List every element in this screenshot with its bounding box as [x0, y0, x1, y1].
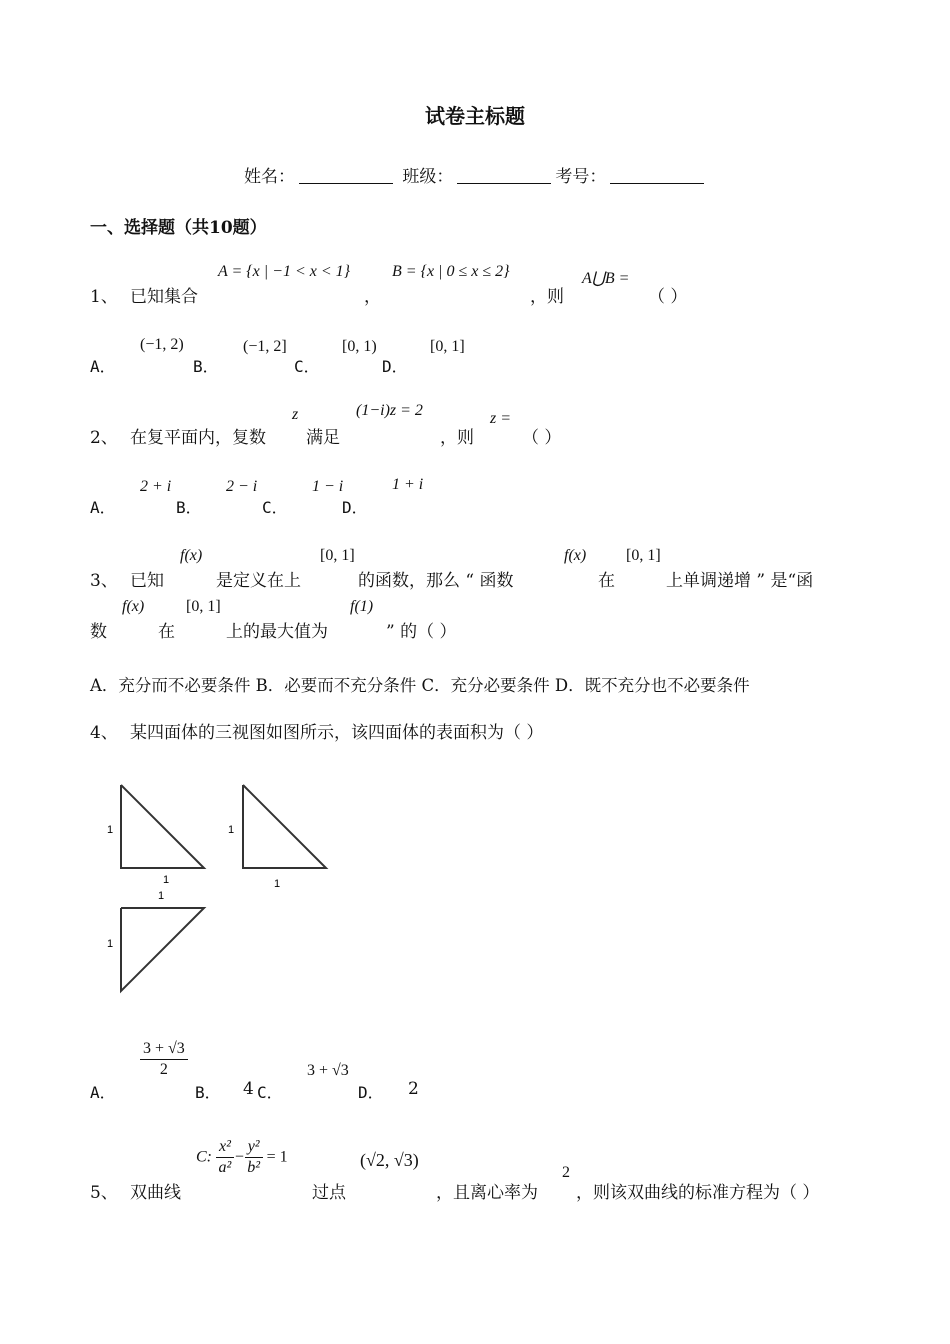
q3-text-8: 上的最大值为 — [226, 622, 328, 642]
q4-option-b-label: B． — [195, 1083, 221, 1102]
q5-eccentricity: 2 — [562, 1164, 570, 1181]
q2-text-3: ，则 — [440, 428, 474, 448]
q4-option-a-label: A． — [90, 1083, 116, 1102]
q3-text-9: ” 的（ ） — [386, 622, 457, 642]
q2-text-2: 满足 — [306, 428, 340, 448]
q3-text-1: 已知 — [130, 571, 164, 591]
q1-set-a: A = {x | −1 < x < 1} — [218, 263, 351, 280]
q5-x-denominator: a² — [218, 1159, 232, 1176]
q3-text-4: 在 — [598, 571, 615, 591]
q4-option-a-fraction — [140, 1040, 188, 1079]
section-heading: 一、选择题（共10题） — [90, 218, 267, 238]
q5-number: 5、 — [90, 1183, 118, 1203]
q4-option-b[interactable]: 4 — [243, 1079, 254, 1099]
top-view-left-label: 1 — [107, 938, 114, 950]
q1-text-2: ，则 — [530, 287, 564, 307]
q1-paren: （ ） — [648, 287, 688, 307]
q4-option-d-label: D． — [358, 1083, 384, 1102]
q2-paren: （ ） — [522, 428, 562, 448]
side-view-base-label: 1 — [274, 878, 281, 890]
q3-number: 3、 — [90, 571, 118, 591]
q4-option-c-label: C． — [257, 1083, 283, 1102]
page-title: 试卷主标题 — [425, 104, 525, 128]
q3-interval-3: [0, 1] — [186, 598, 221, 615]
q2-option-d-label: D． — [342, 498, 368, 517]
q5-y-denominator: b² — [247, 1159, 261, 1176]
q1-option-b-label: B． — [193, 357, 219, 376]
q1-set-b: B = {x | 0 ≤ x ≤ 2} — [392, 263, 510, 280]
q5-x-fraction — [216, 1138, 234, 1177]
q5-text-4: ，则该双曲线的标准方程为（ ） — [576, 1183, 820, 1203]
q1-option-c-label: C． — [294, 357, 320, 376]
q3-fx: f(x) — [180, 547, 203, 564]
q3-text-2: 是定义在上 — [216, 571, 301, 591]
q4-option-d[interactable]: 2 — [408, 1079, 419, 1099]
q2-option-b-label: B． — [176, 498, 202, 517]
q1-option-d[interactable]: [0, 1] — [430, 338, 465, 355]
q3-fx-2: f(x) — [564, 547, 587, 564]
q3-interval: [0, 1] — [320, 547, 355, 564]
q4-number: 4、 — [90, 723, 118, 743]
q5-text-1: 双曲线 — [130, 1183, 181, 1203]
q1-number: 1、 — [90, 287, 118, 307]
q5-x-numerator: x² — [216, 1138, 234, 1158]
id-blank[interactable] — [610, 167, 704, 184]
class-blank[interactable] — [457, 167, 551, 184]
q2-option-d[interactable]: 1 + i — [392, 476, 424, 493]
three-view-figure — [100, 775, 350, 1000]
q1-text-1: 已知集合 — [130, 287, 198, 307]
q3-text-5: 上单调递增 ” 是“函 — [666, 571, 814, 591]
q1-union: A⋃B = — [582, 270, 630, 287]
q5-equals-one: = 1 — [266, 1148, 288, 1166]
q3-f1: f(1) — [350, 598, 374, 615]
q2-option-c-label: C． — [262, 498, 288, 517]
front-view-triangle — [121, 785, 204, 868]
q3-fx-3: f(x) — [122, 598, 145, 615]
q3-text-6: 数 — [90, 622, 107, 642]
q4-option-c[interactable]: 3 + √3 — [307, 1062, 349, 1079]
q5-minus: − — [233, 1148, 245, 1166]
q3-text-7: 在 — [158, 622, 175, 642]
q2-var-z: z — [292, 406, 299, 423]
q5-point: (√2, √3) — [360, 1150, 419, 1170]
q4-text: 某四面体的三视图如图所示，该四面体的表面积为（ ） — [130, 723, 544, 743]
q1-option-a[interactable]: (−1, 2) — [140, 336, 184, 353]
side-view-triangle — [243, 785, 326, 868]
front-view-base-label: 1 — [163, 874, 170, 886]
q2-option-a[interactable]: 2 + i — [140, 478, 172, 495]
top-view-top-label: 1 — [158, 890, 165, 902]
q1-sep: ， — [364, 287, 381, 307]
q2-option-b[interactable]: 2 − i — [226, 478, 258, 495]
student-info-line — [244, 162, 708, 187]
q2-number: 2、 — [90, 428, 118, 448]
top-view-triangle — [121, 908, 204, 991]
q3-options[interactable]: A．充分而不必要条件 B．必要而不充分条件 C．充分必要条件 D．既不充分也不必要条件 — [90, 676, 750, 695]
q1-option-a-label: A． — [90, 357, 116, 376]
q1-option-c[interactable]: [0, 1) — [342, 338, 377, 355]
q4-option-a[interactable] — [140, 1040, 188, 1079]
q5-curve-name: C: — [196, 1148, 212, 1166]
q4-option-a-numerator: 3 + √3 — [140, 1040, 188, 1060]
q2-text-1: 在复平面内，复数 — [130, 428, 266, 448]
q3-interval-2: [0, 1] — [626, 547, 661, 564]
q1-option-b[interactable]: (−1, 2] — [243, 338, 287, 355]
q2-option-a-label: A． — [90, 498, 116, 517]
id-label: 考号： — [555, 167, 607, 187]
name-label: 姓名： — [244, 167, 295, 187]
side-view-height-label: 1 — [228, 824, 235, 836]
q3-text-3: 的函数，那么 “ 函数 — [358, 571, 514, 591]
q2-equation: (1−i)z = 2 — [356, 402, 423, 419]
q5-y-numerator: y² — [245, 1138, 263, 1158]
q5-y-fraction — [245, 1138, 263, 1177]
class-label: 班级： — [402, 167, 454, 187]
q5-text-2: 过点 — [312, 1183, 346, 1203]
q5-hyperbola-equation — [196, 1138, 288, 1177]
q5-text-3: ，且离心率为 — [436, 1183, 538, 1203]
q1-option-d-label: D． — [382, 357, 408, 376]
name-blank[interactable] — [299, 167, 393, 184]
q2-z-eq: z = — [490, 410, 512, 427]
q2-option-c[interactable]: 1 − i — [312, 478, 344, 495]
front-view-height-label: 1 — [107, 824, 114, 836]
q4-option-a-denominator: 2 — [159, 1061, 168, 1078]
